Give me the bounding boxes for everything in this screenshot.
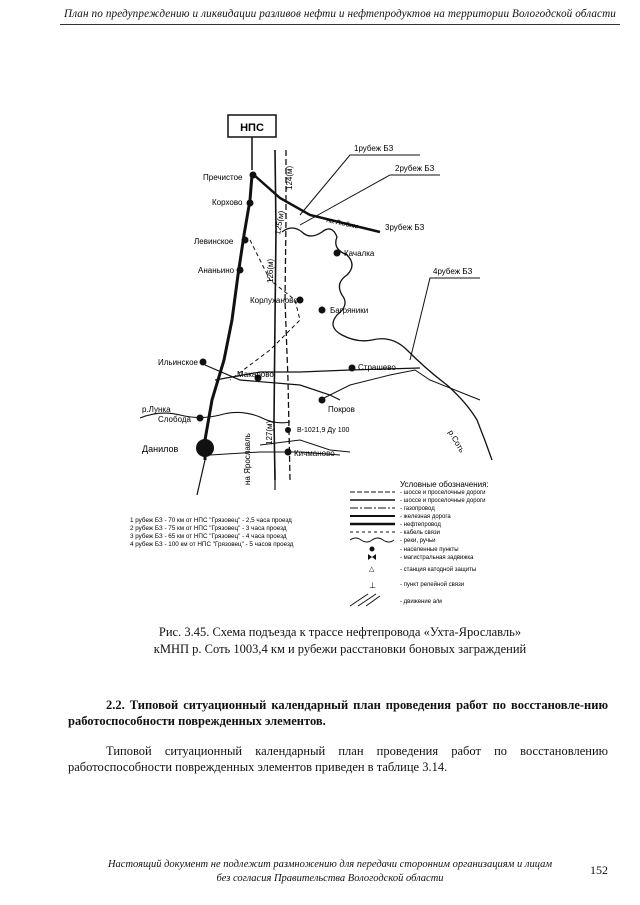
settlement-v-valve [285,427,291,433]
legend-item: - газопровод [400,506,435,512]
legend-symbol-valve [368,554,376,560]
caption-line-1: Рис. 3.45. Схема подъезда к трассе нефтепровода «Ухта-Ярославль» [158,625,522,639]
label-ananyino: Ананьино [198,266,235,275]
pipeline-access-map [0,100,640,620]
settlement-kichmanovo [285,449,292,456]
legend-symbol-traffic [350,594,380,606]
label-r-sot: р.Соть [446,428,467,455]
label-prechistoe: Пречистое [203,173,243,182]
header-divider [60,24,620,25]
label-kachalka: Качалка [344,249,375,258]
figure-caption [90,624,590,658]
label-ilinskoe: Ильинское [158,358,198,367]
boundary-notes [130,516,294,548]
pipeline-line-2 [274,150,276,480]
boundary-2-label: 2рубеж БЗ [395,164,435,173]
legend-symbol-river [350,538,394,542]
label-v-valve: В-1021,9 Ду 100 [297,427,350,434]
settlement-levinskoe [242,237,249,244]
map-legend [350,480,489,606]
nps-label: НПС [240,122,264,134]
footer-line-2: без согласия Правительства Вологодской области [216,873,444,884]
note-4: 4 рубеж БЗ - 100 км от НПС "Грязовец" - 5 часов проезд [130,541,294,548]
legend-item: - населенные пункты [400,547,459,553]
km-marker-127: 127(м) [265,420,274,445]
settlement-sloboda [197,415,204,422]
label-na-yaroslavl: на Ярославль [243,433,252,485]
km-marker-124: 124(м) [285,165,294,190]
km-marker-125: 125(м) [273,209,287,236]
label-bagryaniki: Багряники [330,306,369,315]
settlement-ananyino [237,267,244,274]
page-header: План по предупреждению и ликвидации разливов нефти и нефтепродуктов на территории Вологодской области [64,8,616,20]
note-3: 3 рубеж БЗ - 65 км от НПС "Грязовец" - 4 часа проезд [130,533,287,540]
label-sloboda: Слобода [158,415,191,424]
note-1: 1 рубеж БЗ - 70 км от НПС "Грязовец" - 2,5 часа проезд [130,517,292,524]
label-korlukhanovo: Корлуханово [250,296,298,305]
body-paragraph: Типовой ситуационный календарный план проведения работ по восстановлению работоспособности поврежденных элементов приведен в таблице 3.14. [68,744,608,774]
label-r-lunka: р.Лунка [142,405,171,414]
legend-item: - нефтепровод [400,522,441,528]
label-na-lyubim: на Любим [325,217,359,231]
boundary-3-label: 3рубеж БЗ [385,223,425,232]
settlement-strashevo [349,365,356,372]
footer-line-1: Настоящий документ не подлежит размножению для передачи сторонним организациям и лицам [107,859,553,870]
settlement-kachalka [334,250,341,257]
label-danilov: Данилов [142,444,179,454]
legend-item: - кабель связи [400,530,441,536]
legend-symbol-cathodic: △ [369,566,375,573]
label-kichmanovo: Кичманово [294,449,335,458]
page-number: 152 [590,863,608,877]
settlement-ilinskoe [200,359,207,366]
legend-item: - пункт релейной связи [400,582,465,588]
road-strashevo [320,370,480,400]
settlement-korkhovo [247,200,254,207]
settlement-bagryaniki [319,307,326,314]
legend-item: - шоссе и проселочные дороги [400,490,486,496]
legend-item: - магистральная задвижка [400,555,474,561]
legend-item: - шоссе и проселочные дороги [400,498,486,504]
section-heading: 2.2. Типовой ситуационный календарный план проведения работ по восстановле-нию работоспособности поврежденных элементов. [68,698,608,728]
km-marker-126: 126(м) [266,258,275,283]
settlement-prechistoe [250,172,257,179]
main-road [205,175,252,460]
label-levinskoe: Левинское [194,237,234,246]
river-sot [282,228,492,460]
caption-line-2: кМНП р. Соть 1003,4 км и рубежи расстановки боновых заграждений [153,642,527,656]
label-strashevo: Страшево [358,363,396,372]
legend-item: - реки, ручьи [400,538,436,544]
arrow-yaroslavl [197,460,205,495]
label-pokrov: Покров [328,405,355,414]
legend-symbol-relay: ⊥ [369,581,376,590]
label-makarovo: Макарово [237,370,274,379]
settlement-pokrov [319,397,326,404]
legend-symbol-settlement [370,547,375,552]
legend-item: - железная дорога [400,514,451,520]
settlement-danilov [196,439,214,457]
road-to-lyubim [254,175,380,232]
label-korkhovo: Корхово [212,198,243,207]
boundary-4-leader [410,278,480,360]
legend-item: - станция катодной защиты [400,567,477,573]
boundary-1-label: 1рубеж БЗ [354,144,394,153]
note-2: 2 рубеж БЗ - 75 км от НПС "Грязовец" - 3 часа проезд [130,525,287,532]
legend-item: - движение а/м [400,599,442,605]
boundary-4-label: 4рубеж БЗ [433,267,473,276]
page-footer [70,858,590,886]
legend-title: Условные обозначения: [400,480,489,489]
